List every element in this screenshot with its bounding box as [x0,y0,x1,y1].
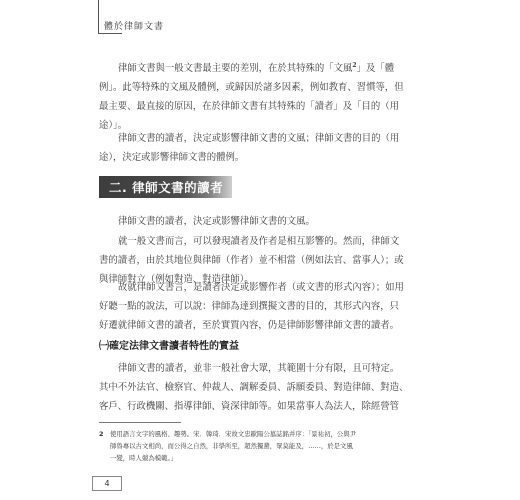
paragraph-text: 」及「體 [356,63,395,74]
paragraph-line: 例」。此等特殊的文風及體例，或歸因於諸多因素，例如教育、習慣等，但 [99,82,404,93]
paragraph-line: 好遷就律師文書的讀者，至於實質內容，仍是律師影響律師文書的讀者。 [99,320,400,331]
paragraph-6 [99,359,430,416]
footnote-divider [99,422,181,423]
paragraph-line: 故就律師文書言，是讀者決定或影響作者（或文書的形式內容）；如用 [118,282,404,293]
footnote-line: 一變，時人競為模範。」 [110,454,178,462]
paragraph-line: 最主要、最直接的原因，在於律師文書有其特殊的「讀者」及「目的（用 [99,101,400,112]
paragraph-line: 其中不外法官、檢察官、仲裁人、調解委員、訴願委員、對造律師、對造、 [99,382,409,393]
page-number: 4 [92,476,122,491]
paragraph-line: 書的讀者，由於其地位與律師（作者）並不相當（例如法官、當事人）；或 [99,255,404,266]
subsection-heading: ㈠確定法律文書讀者特性的實益 [99,341,239,352]
footnote-line: 使用語言文字的風格、趣勢。宋．韓琦．宋故文忠歐陽公墓誌銘并序：「景祐初，公與尹 [110,430,357,438]
paragraph-2 [99,129,430,167]
paragraph-5 [99,278,430,335]
paragraph-line: 律師文書的讀者，決定或影響律師文書的文風。 [118,216,315,227]
section-heading: 二. 律師文書的讀者 [109,180,224,195]
paragraph-line: 途），決定或影響律師文書的體例。 [99,152,245,163]
paragraph-line: 律師文書的讀者，並非一般社會大眾，其範圍十分有限，且可特定。 [118,363,400,374]
paragraph-line: 好聽一點的說法，可以說：律師為達到撰擬文書的目的，其形式內容，只 [99,301,400,312]
paragraph-line: 途）」。 [99,120,128,131]
paragraph-line: 客戶、行政機關、指導律師、資深律師等。如果當事人為法人，除經營管 [99,401,400,412]
paragraph-line: 就一般文書而言，可以發現讀者及作者是相互影響的。然而，律師文 [118,236,400,247]
paragraph-1 [99,59,430,135]
header-rule-horizontal [98,33,122,34]
paragraph-line [99,59,430,78]
running-header: 體於律師文書 [104,22,165,32]
footnote-number: 2 [99,430,104,438]
header-rule-vertical [98,0,99,34]
footnote-reference: 2 [352,62,357,69]
paragraph-text: 律師文書與一般文書最主要的差別，在於其特殊的「文風 [118,63,353,74]
footnote [99,428,430,464]
paragraph-line: 與律師對立（例如對造、對造律師）。 [99,274,254,285]
footnote-line: 師魯專以古文相尚，而公得之自然，非學所至，超然獨騖，眾莫能及，……，於是文風 [110,442,353,450]
paragraph-line: 律師文書的讀者，決定或影響律師文書的文風；律師文書的目的（用 [118,133,400,144]
paragraph-3 [99,212,430,231]
